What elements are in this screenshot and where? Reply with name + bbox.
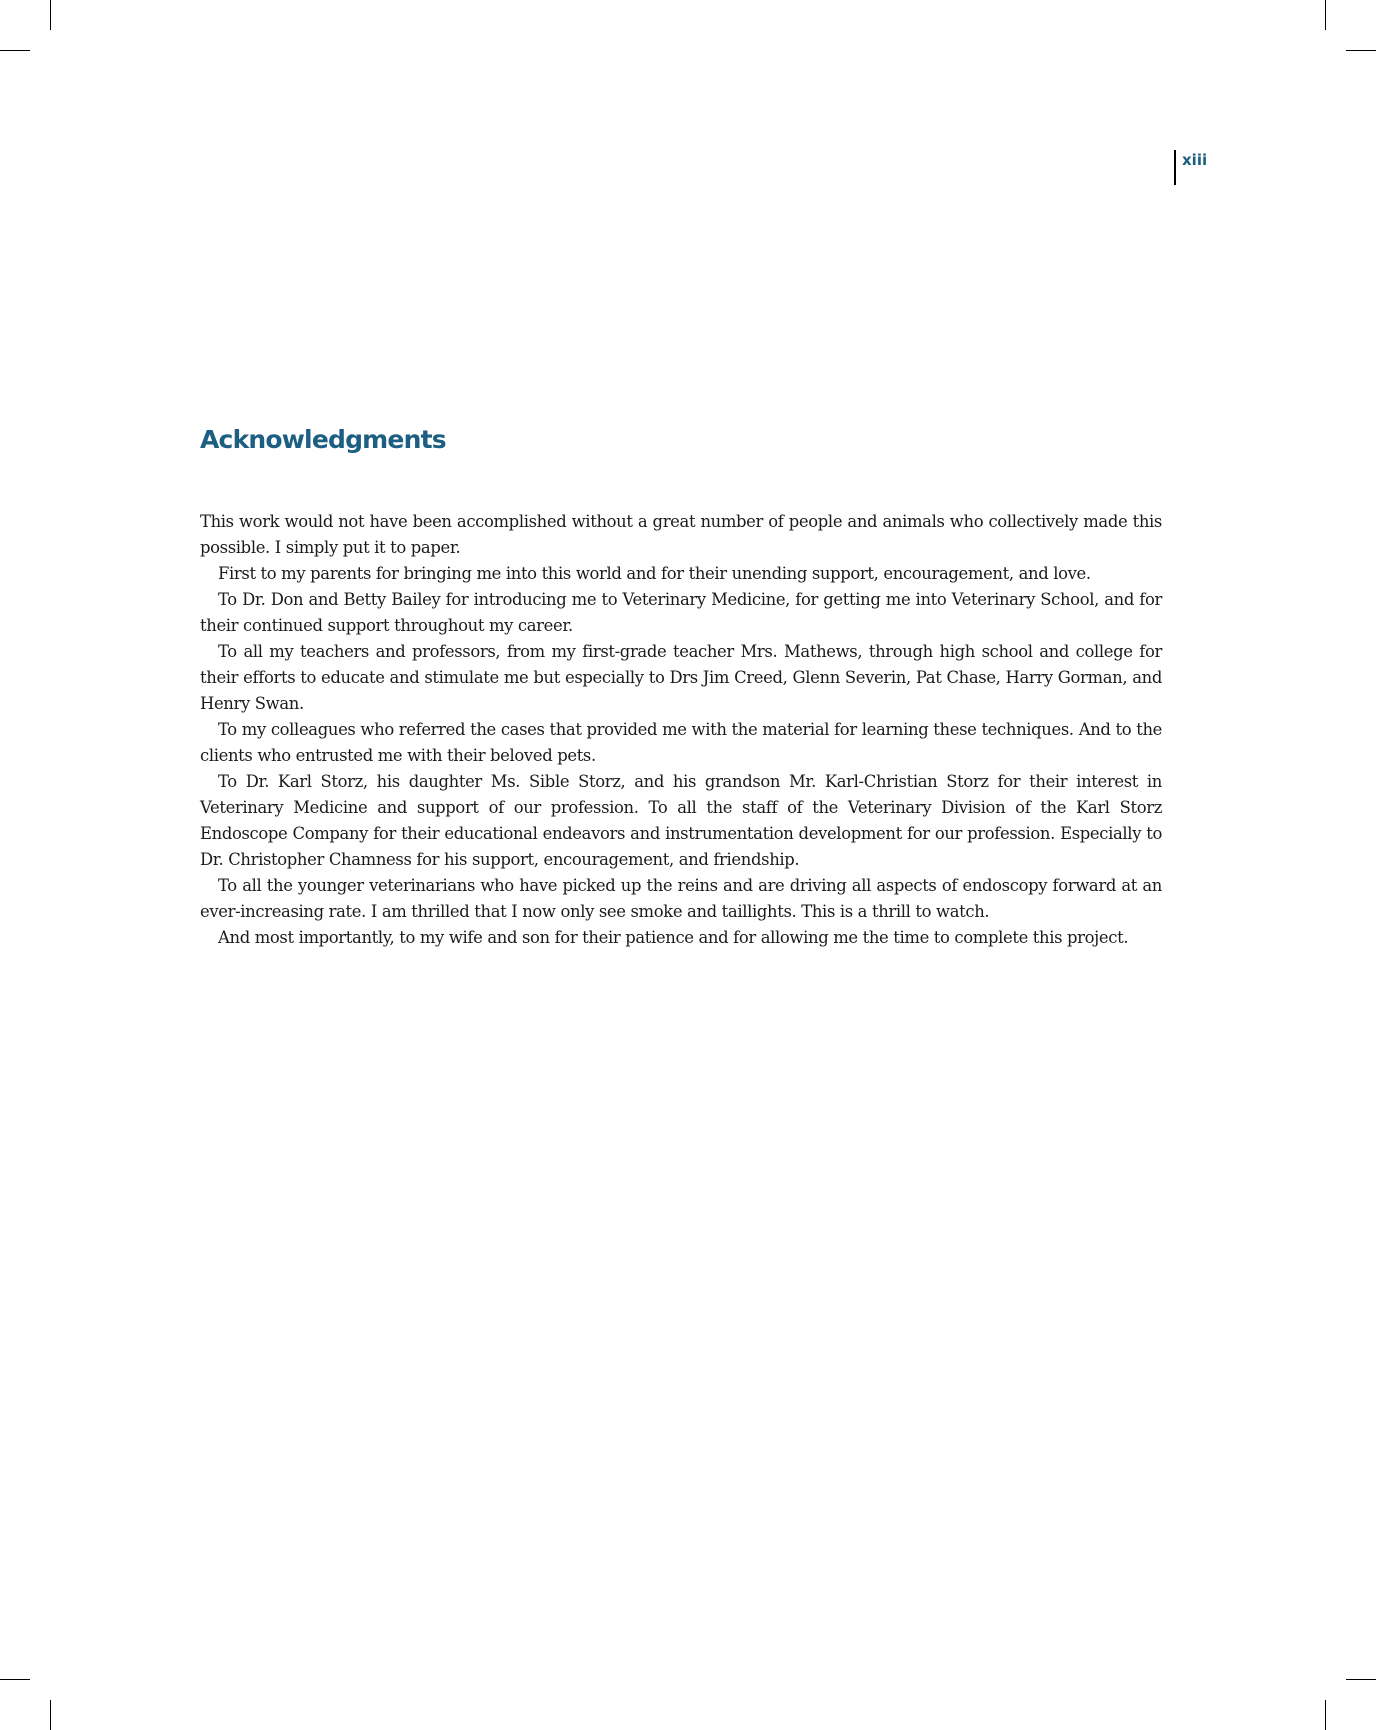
crop-mark-bottom-left-horizontal [0,1679,30,1680]
paragraph: First to my parents for bringing me into this world and for their unending support, encouragement, and love. [218,564,1091,583]
crop-mark-top-left-vertical [50,0,51,30]
folio-divider [1174,150,1176,185]
paragraph: This work would not have been accomplished without a great number of people and animals who collectively made this possible. I simply put it to paper. [200,512,1162,557]
paragraph: And most importantly, to my wife and son for their patience and for allowing me the time to complete this project. [218,928,1129,947]
crop-mark-bottom-right-horizontal [1346,1679,1376,1680]
page-title: Acknowledgments [200,425,446,454]
paragraph: To Dr. Karl Storz, his daughter Ms. Sible Storz, and his grandson Mr. Karl-Christian Storz for their interest in Veterinary Medicine and support of our profession. To all the staff of the Veterinary Division of the Karl Storz Endoscope Company for their educational endeavors and instrumentation development for our profession. Especially to Dr. Christopher Chamness for his support, encouragement, and friendship. [200,772,1162,869]
page-number: xiii [1182,151,1208,169]
paragraph: To all my teachers and professors, from my first-grade teacher Mrs. Mathews, through high school and college for their efforts to educate and stimulate me but especially to Drs Jim Creed, Glenn Severin, Pat Chase, Harry Gorman, and Henry Swan. [200,642,1162,713]
crop-mark-bottom-right-vertical [1325,1700,1326,1730]
paragraph: To my colleagues who referred the cases that provided me with the material for learning these techniques. And to the clients who entrusted me with their beloved pets. [200,720,1162,765]
crop-mark-top-right-vertical [1325,0,1326,30]
crop-mark-top-left-horizontal [0,50,30,51]
crop-mark-top-right-horizontal [1346,50,1376,51]
acknowledgments-body [200,509,1162,951]
paragraph: To all the younger veterinarians who have picked up the reins and are driving all aspects of endoscopy forward at an ever-increasing rate. I am thrilled that I now only see smoke and taillights. This is a thrill to watch. [200,876,1162,921]
paragraph: To Dr. Don and Betty Bailey for introducing me to Veterinary Medicine, for getting me into Veterinary School, and for their continued support throughout my career. [200,590,1162,635]
crop-mark-bottom-left-vertical [50,1700,51,1730]
